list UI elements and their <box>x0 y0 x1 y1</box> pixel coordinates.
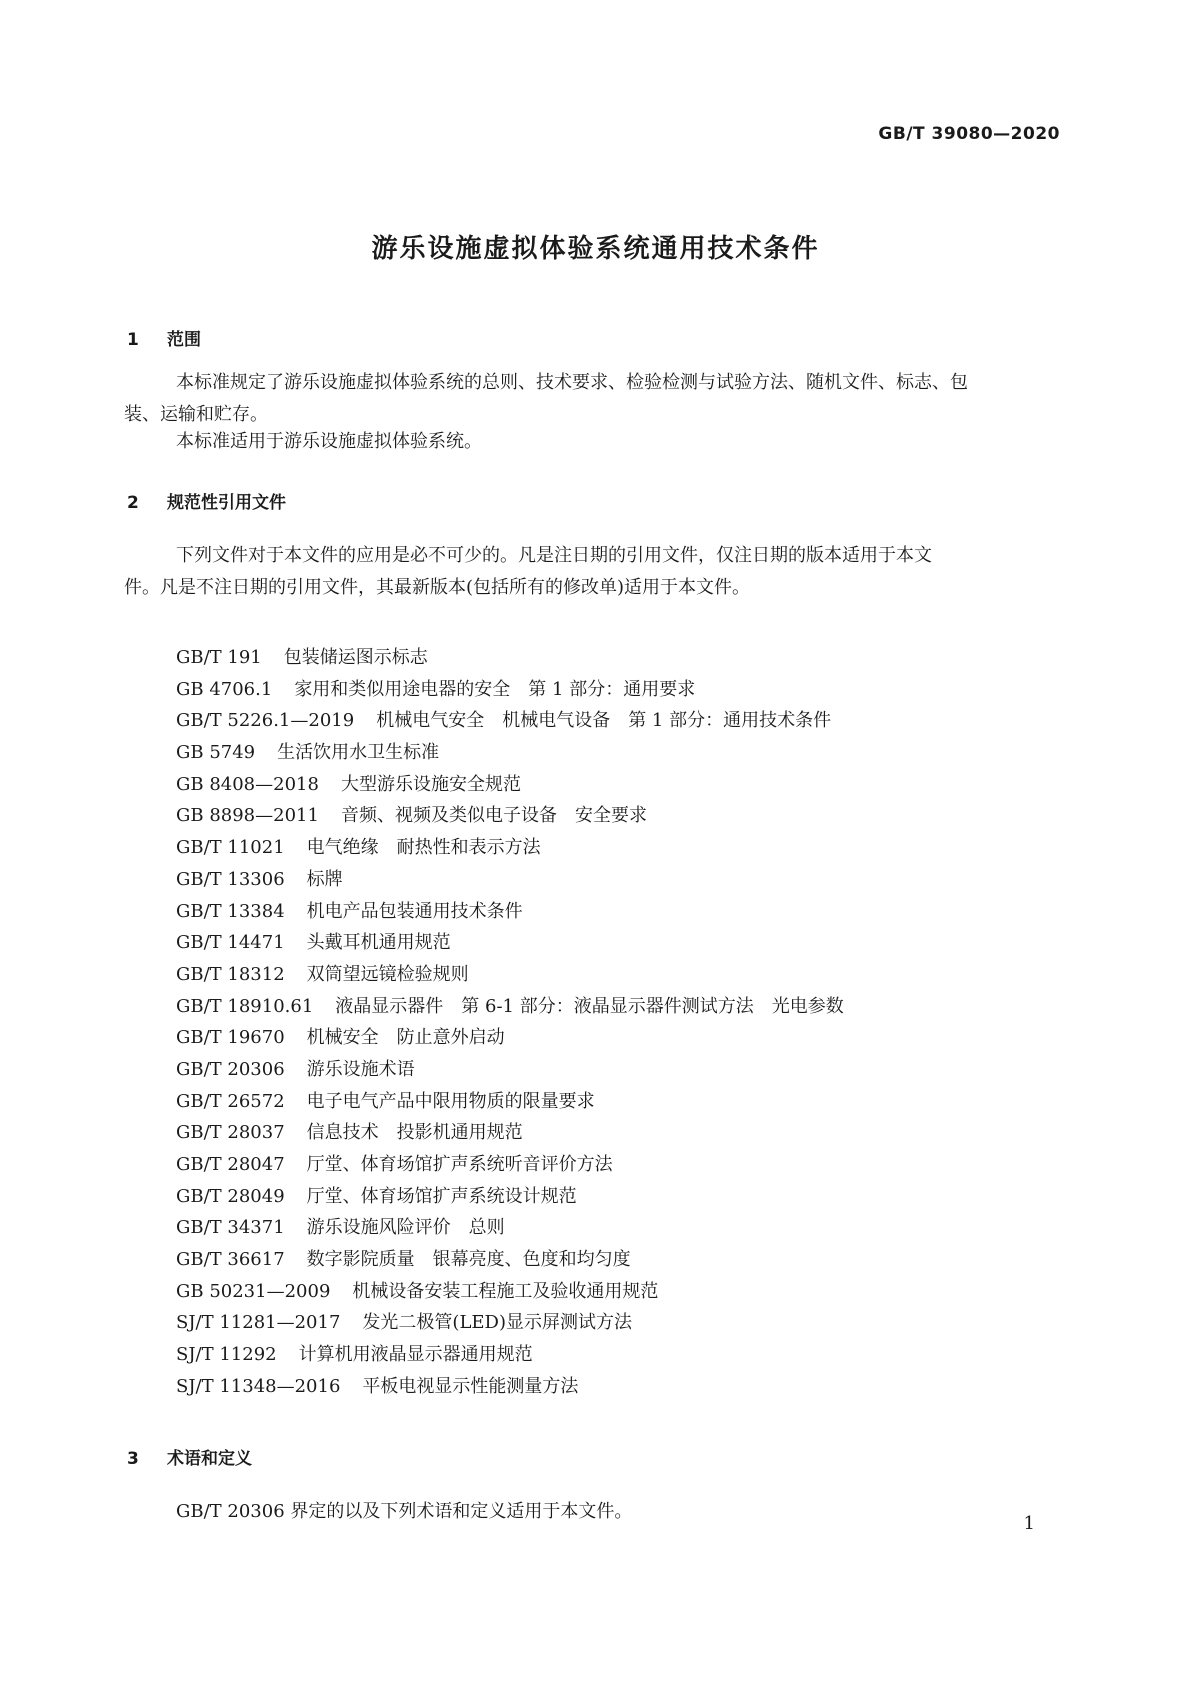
reference-title: 机械安全 防止意外启动 <box>306 1027 505 1049</box>
reference-item <box>176 864 844 896</box>
reference-title: 家用和类似用途电器的安全 第 1 部分：通用要求 <box>294 678 696 700</box>
reference-item <box>176 642 844 674</box>
reference-title: 平板电视显示性能测量方法 <box>362 1375 579 1397</box>
document-title: 游乐设施虚拟体验系统通用技术条件 <box>371 234 820 264</box>
paragraph-line: 装、运输和贮存。 <box>124 404 268 425</box>
reference-title: 信息技术 投影机通用规范 <box>306 1122 523 1144</box>
reference-item <box>176 1307 844 1339</box>
reference-item <box>176 832 844 864</box>
reference-title: 包装储运图示标志 <box>283 647 428 668</box>
reference-code: GB/T 5226.1—2019 <box>176 710 355 732</box>
reference-code: SJ/T 11348—2016 <box>176 1375 341 1397</box>
page-number: 1 <box>1023 1513 1035 1534</box>
reference-code: GB/T 13384 <box>176 900 285 922</box>
reference-item <box>176 1117 844 1149</box>
reference-title: 游乐设施术语 <box>306 1058 415 1080</box>
reference-title: 计算机用液晶显示器通用规范 <box>298 1344 533 1366</box>
paragraph <box>176 1496 1066 1528</box>
reference-item <box>176 1276 844 1308</box>
reference-item <box>176 927 844 959</box>
reference-title: 发光二极管(LED)显示屏测试方法 <box>362 1312 632 1334</box>
reference-item <box>176 959 844 991</box>
reference-title: 头戴耳机通用规范 <box>306 932 451 954</box>
reference-item <box>176 1244 844 1276</box>
reference-title: 厅堂、体育场馆扩声系统设计规范 <box>306 1185 577 1207</box>
reference-item <box>176 1371 844 1403</box>
reference-title: 电子电气产品中限用物质的限量要求 <box>306 1090 595 1112</box>
section-heading-1 <box>127 325 201 350</box>
paragraph <box>124 367 1066 431</box>
reference-title: 机械设备安装工程施工及验收通用规范 <box>352 1280 659 1302</box>
section-number: 2 <box>127 493 139 513</box>
section-number: 1 <box>127 330 139 350</box>
reference-code: SJ/T 11281—2017 <box>176 1312 341 1334</box>
reference-code: GB 8898—2011 <box>176 805 319 827</box>
reference-title: 游乐设施风险评价 总则 <box>306 1217 505 1239</box>
reference-title: 机电产品包装通用技术条件 <box>306 900 523 922</box>
reference-title: 机械电气安全 机械电气设备 第 1 部分：通用技术条件 <box>376 710 832 732</box>
reference-code: GB/T 11021 <box>176 837 285 859</box>
paragraph <box>124 540 1066 604</box>
reference-code: GB/T 28049 <box>176 1185 285 1207</box>
reference-title: 音频、视频及类似电子设备 安全要求 <box>340 805 647 827</box>
standard-code: GB/T 39080—2020 <box>878 124 1060 144</box>
section-heading-3 <box>127 1444 252 1469</box>
reference-item <box>176 1212 844 1244</box>
reference-item <box>176 1086 844 1118</box>
reference-item <box>176 769 844 801</box>
reference-title: 电气绝缘 耐热性和表示方法 <box>306 837 541 859</box>
reference-title: 大型游乐设施安全规范 <box>340 773 521 795</box>
reference-item <box>176 705 844 737</box>
section-number: 3 <box>127 1449 139 1469</box>
reference-title: 液晶显示器件 第 6-1 部分：液晶显示器件测试方法 光电参数 <box>335 995 844 1017</box>
reference-code: GB/T 18910.61 <box>176 995 314 1017</box>
reference-code: GB/T 34371 <box>176 1217 285 1239</box>
reference-code: GB 5749 <box>176 742 256 764</box>
reference-code: GB/T 26572 <box>176 1090 285 1112</box>
reference-code: SJ/T 11292 <box>176 1344 277 1366</box>
reference-title: 厅堂、体育场馆扩声系统听音评价方法 <box>306 1154 613 1175</box>
reference-list <box>176 642 844 1403</box>
reference-item <box>176 1339 844 1371</box>
section-title: 术语和定义 <box>167 1449 252 1469</box>
paragraph-line: GB/T 20306 界定的以及下列术语和定义适用于本文件。 <box>176 1501 633 1522</box>
reference-code: GB 8408—2018 <box>176 773 319 795</box>
section-heading-2 <box>127 488 286 513</box>
reference-code: GB/T 18312 <box>176 963 285 985</box>
reference-item <box>176 896 844 928</box>
paragraph-line: 下列文件对于本文件的应用是必不可少的。凡是注日期的引用文件，仅注日期的版本适用于本文 <box>176 545 932 566</box>
reference-code: GB 50231—2009 <box>176 1280 331 1302</box>
reference-code: GB/T 14471 <box>176 932 285 954</box>
reference-title: 双筒望远镜检验规则 <box>306 963 469 985</box>
section-title: 范围 <box>167 330 201 350</box>
reference-code: GB/T 20306 <box>176 1058 285 1080</box>
reference-code: GB/T 36617 <box>176 1249 285 1271</box>
paragraph <box>176 426 1066 458</box>
reference-title: 数字影院质量 银幕亮度、色度和均匀度 <box>306 1249 631 1271</box>
reference-code: GB 4706.1 <box>176 678 273 700</box>
reference-code: GB/T 28047 <box>176 1154 285 1175</box>
reference-code: GB/T 19670 <box>176 1027 285 1049</box>
reference-item <box>176 674 844 706</box>
section-title: 规范性引用文件 <box>167 493 286 513</box>
reference-item <box>176 800 844 832</box>
reference-title: 标牌 <box>306 868 343 890</box>
reference-item <box>176 1149 844 1181</box>
reference-item <box>176 991 844 1023</box>
reference-code: GB/T 28037 <box>176 1122 285 1144</box>
paragraph-line: 本标准规定了游乐设施虚拟体验系统的总则、技术要求、检验检测与试验方法、随机文件、标志、包 <box>176 372 968 393</box>
reference-item <box>176 1181 844 1213</box>
reference-item <box>176 737 844 769</box>
reference-code: GB/T 13306 <box>176 868 285 890</box>
reference-item <box>176 1054 844 1086</box>
reference-title: 生活饮用水卫生标准 <box>277 742 440 764</box>
paragraph-line: 本标准适用于游乐设施虚拟体验系统。 <box>176 431 482 452</box>
paragraph-line: 件。凡是不注日期的引用文件，其最新版本(包括所有的修改单)适用于本文件。 <box>124 577 751 598</box>
reference-item <box>176 1022 844 1054</box>
reference-code: GB/T 191 <box>176 647 262 668</box>
